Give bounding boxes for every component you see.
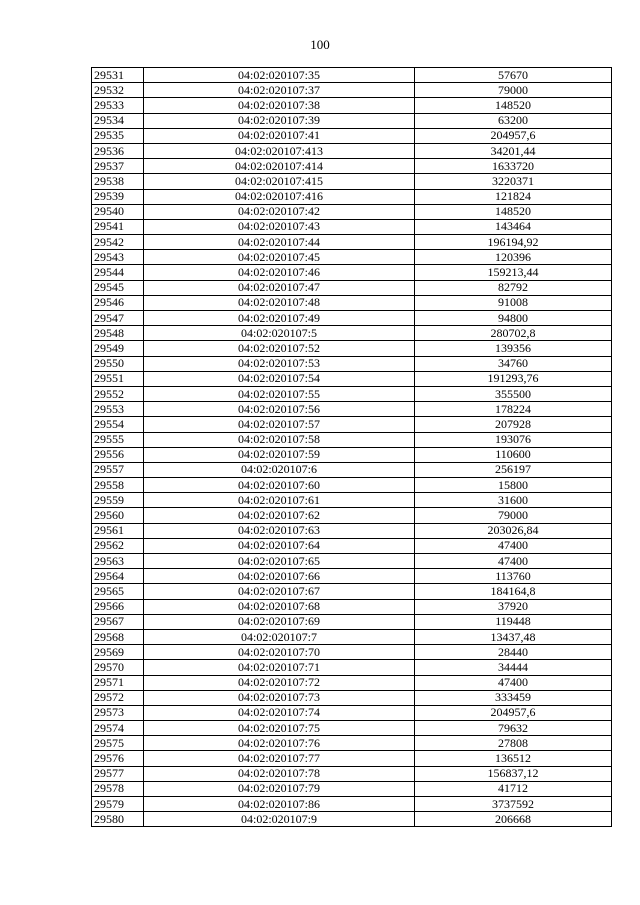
table-row xyxy=(92,219,612,234)
value-cell: 57670 xyxy=(415,68,612,83)
cadastral-number-cell: 04:02:020107:65 xyxy=(144,554,415,569)
row-number-cell: 29540 xyxy=(92,204,144,219)
table-row xyxy=(92,356,612,371)
value-cell: 41712 xyxy=(415,781,612,796)
row-number-cell: 29550 xyxy=(92,356,144,371)
value-cell: 256197 xyxy=(415,462,612,477)
table-row xyxy=(92,386,612,401)
cadastral-number-cell: 04:02:020107:9 xyxy=(144,812,415,827)
cadastral-number-cell: 04:02:020107:42 xyxy=(144,204,415,219)
cadastral-number-cell: 04:02:020107:416 xyxy=(144,189,415,204)
value-cell: 156837,12 xyxy=(415,766,612,781)
value-cell: 79000 xyxy=(415,508,612,523)
cadastral-number-cell: 04:02:020107:57 xyxy=(144,417,415,432)
table-row xyxy=(92,781,612,796)
value-cell: 47400 xyxy=(415,538,612,553)
value-cell: 27808 xyxy=(415,736,612,751)
value-cell: 333459 xyxy=(415,690,612,705)
row-number-cell: 29560 xyxy=(92,508,144,523)
table-row xyxy=(92,402,612,417)
cadastral-number-cell: 04:02:020107:415 xyxy=(144,174,415,189)
cadastral-number-cell: 04:02:020107:53 xyxy=(144,356,415,371)
value-cell: 3737592 xyxy=(415,797,612,812)
row-number-cell: 29545 xyxy=(92,280,144,295)
table-row xyxy=(92,462,612,477)
cadastral-number-cell: 04:02:020107:69 xyxy=(144,614,415,629)
value-cell: 1633720 xyxy=(415,159,612,174)
row-number-cell: 29543 xyxy=(92,250,144,265)
row-number-cell: 29564 xyxy=(92,569,144,584)
value-cell: 136512 xyxy=(415,751,612,766)
value-cell: 79000 xyxy=(415,83,612,98)
table-row xyxy=(92,113,612,128)
value-cell: 355500 xyxy=(415,386,612,401)
row-number-cell: 29571 xyxy=(92,675,144,690)
value-cell: 119448 xyxy=(415,614,612,629)
cadastral-number-cell: 04:02:020107:56 xyxy=(144,402,415,417)
table-row xyxy=(92,569,612,584)
cadastral-number-cell: 04:02:020107:59 xyxy=(144,447,415,462)
value-cell: 28440 xyxy=(415,645,612,660)
row-number-cell: 29575 xyxy=(92,736,144,751)
table-row xyxy=(92,280,612,295)
table-row xyxy=(92,599,612,614)
row-number-cell: 29573 xyxy=(92,705,144,720)
cadastral-number-cell: 04:02:020107:41 xyxy=(144,128,415,143)
value-cell: 37920 xyxy=(415,599,612,614)
value-cell: 34760 xyxy=(415,356,612,371)
row-number-cell: 29535 xyxy=(92,128,144,143)
cadastral-number-cell: 04:02:020107:35 xyxy=(144,68,415,83)
row-number-cell: 29539 xyxy=(92,189,144,204)
cadastral-number-cell: 04:02:020107:44 xyxy=(144,235,415,250)
cadastral-number-cell: 04:02:020107:79 xyxy=(144,781,415,796)
row-number-cell: 29555 xyxy=(92,432,144,447)
row-number-cell: 29566 xyxy=(92,599,144,614)
cadastral-number-cell: 04:02:020107:62 xyxy=(144,508,415,523)
cadastral-number-cell: 04:02:020107:86 xyxy=(144,797,415,812)
table-row xyxy=(92,690,612,705)
table-row xyxy=(92,538,612,553)
cadastral-number-cell: 04:02:020107:78 xyxy=(144,766,415,781)
cadastral-number-cell: 04:02:020107:46 xyxy=(144,265,415,280)
cadastral-number-cell: 04:02:020107:73 xyxy=(144,690,415,705)
row-number-cell: 29565 xyxy=(92,584,144,599)
value-cell: 196194,92 xyxy=(415,235,612,250)
page-number: 100 xyxy=(310,37,330,52)
row-number-cell: 29572 xyxy=(92,690,144,705)
value-cell: 139356 xyxy=(415,341,612,356)
table-row xyxy=(92,295,612,310)
table-row xyxy=(92,371,612,386)
value-cell: 94800 xyxy=(415,311,612,326)
table-row xyxy=(92,645,612,660)
table-row xyxy=(92,584,612,599)
value-cell: 280702,8 xyxy=(415,326,612,341)
cadastral-number-cell: 04:02:020107:414 xyxy=(144,159,415,174)
value-cell: 143464 xyxy=(415,219,612,234)
table-row xyxy=(92,143,612,158)
row-number-cell: 29580 xyxy=(92,812,144,827)
row-number-cell: 29531 xyxy=(92,68,144,83)
cadastral-number-cell: 04:02:020107:54 xyxy=(144,371,415,386)
cadastral-value-table xyxy=(91,67,612,827)
value-cell: 31600 xyxy=(415,493,612,508)
row-number-cell: 29542 xyxy=(92,235,144,250)
cadastral-number-cell: 04:02:020107:63 xyxy=(144,523,415,538)
row-number-cell: 29541 xyxy=(92,219,144,234)
cadastral-number-cell: 04:02:020107:6 xyxy=(144,462,415,477)
table-row xyxy=(92,174,612,189)
row-number-cell: 29557 xyxy=(92,462,144,477)
table-row xyxy=(92,447,612,462)
row-number-cell: 29570 xyxy=(92,660,144,675)
cadastral-number-cell: 04:02:020107:52 xyxy=(144,341,415,356)
table-row xyxy=(92,98,612,113)
value-cell: 193076 xyxy=(415,432,612,447)
cadastral-number-cell: 04:02:020107:60 xyxy=(144,478,415,493)
cadastral-number-cell: 04:02:020107:67 xyxy=(144,584,415,599)
table-row xyxy=(92,432,612,447)
table-row xyxy=(92,614,612,629)
table-row xyxy=(92,660,612,675)
cadastral-number-cell: 04:02:020107:77 xyxy=(144,751,415,766)
table-row xyxy=(92,326,612,341)
table-row xyxy=(92,751,612,766)
table-row xyxy=(92,812,612,827)
value-cell: 82792 xyxy=(415,280,612,295)
row-number-cell: 29561 xyxy=(92,523,144,538)
table-row xyxy=(92,159,612,174)
cadastral-number-cell: 04:02:020107:64 xyxy=(144,538,415,553)
cadastral-number-cell: 04:02:020107:49 xyxy=(144,311,415,326)
row-number-cell: 29574 xyxy=(92,721,144,736)
row-number-cell: 29563 xyxy=(92,554,144,569)
cadastral-number-cell: 04:02:020107:7 xyxy=(144,629,415,644)
row-number-cell: 29544 xyxy=(92,265,144,280)
table-row xyxy=(92,554,612,569)
row-number-cell: 29534 xyxy=(92,113,144,128)
row-number-cell: 29569 xyxy=(92,645,144,660)
table-row xyxy=(92,265,612,280)
row-number-cell: 29552 xyxy=(92,386,144,401)
row-number-cell: 29562 xyxy=(92,538,144,553)
cadastral-number-cell: 04:02:020107:43 xyxy=(144,219,415,234)
table-row xyxy=(92,478,612,493)
row-number-cell: 29558 xyxy=(92,478,144,493)
table-row xyxy=(92,68,612,83)
row-number-cell: 29579 xyxy=(92,797,144,812)
table-row xyxy=(92,523,612,538)
cadastral-number-cell: 04:02:020107:58 xyxy=(144,432,415,447)
value-cell: 3220371 xyxy=(415,174,612,189)
row-number-cell: 29577 xyxy=(92,766,144,781)
table-row xyxy=(92,235,612,250)
table-row xyxy=(92,736,612,751)
cadastral-number-cell: 04:02:020107:70 xyxy=(144,645,415,660)
value-cell: 113760 xyxy=(415,569,612,584)
value-cell: 34444 xyxy=(415,660,612,675)
table-row xyxy=(92,128,612,143)
cadastral-number-cell: 04:02:020107:37 xyxy=(144,83,415,98)
value-cell: 191293,76 xyxy=(415,371,612,386)
value-cell: 204957,6 xyxy=(415,128,612,143)
table-row xyxy=(92,83,612,98)
table-body xyxy=(92,68,612,827)
table-row xyxy=(92,508,612,523)
cadastral-number-cell: 04:02:020107:47 xyxy=(144,280,415,295)
table-row xyxy=(92,204,612,219)
cadastral-number-cell: 04:02:020107:61 xyxy=(144,493,415,508)
value-cell: 120396 xyxy=(415,250,612,265)
value-cell: 203026,84 xyxy=(415,523,612,538)
value-cell: 13437,48 xyxy=(415,629,612,644)
value-cell: 159213,44 xyxy=(415,265,612,280)
value-cell: 148520 xyxy=(415,98,612,113)
table-row xyxy=(92,629,612,644)
value-cell: 47400 xyxy=(415,675,612,690)
value-cell: 63200 xyxy=(415,113,612,128)
cadastral-number-cell: 04:02:020107:68 xyxy=(144,599,415,614)
table-row xyxy=(92,721,612,736)
value-cell: 110600 xyxy=(415,447,612,462)
cadastral-number-cell: 04:02:020107:48 xyxy=(144,295,415,310)
row-number-cell: 29568 xyxy=(92,629,144,644)
table-row xyxy=(92,493,612,508)
cadastral-number-cell: 04:02:020107:413 xyxy=(144,143,415,158)
row-number-cell: 29559 xyxy=(92,493,144,508)
table-row xyxy=(92,766,612,781)
cadastral-number-cell: 04:02:020107:39 xyxy=(144,113,415,128)
value-cell: 206668 xyxy=(415,812,612,827)
row-number-cell: 29547 xyxy=(92,311,144,326)
row-number-cell: 29551 xyxy=(92,371,144,386)
row-number-cell: 29532 xyxy=(92,83,144,98)
table-row xyxy=(92,675,612,690)
row-number-cell: 29578 xyxy=(92,781,144,796)
table-row xyxy=(92,189,612,204)
value-cell: 204957,6 xyxy=(415,705,612,720)
value-cell: 47400 xyxy=(415,554,612,569)
row-number-cell: 29536 xyxy=(92,143,144,158)
table-row xyxy=(92,705,612,720)
row-number-cell: 29556 xyxy=(92,447,144,462)
row-number-cell: 29548 xyxy=(92,326,144,341)
row-number-cell: 29549 xyxy=(92,341,144,356)
cadastral-number-cell: 04:02:020107:45 xyxy=(144,250,415,265)
table-row xyxy=(92,250,612,265)
value-cell: 184164,8 xyxy=(415,584,612,599)
row-number-cell: 29554 xyxy=(92,417,144,432)
row-number-cell: 29538 xyxy=(92,174,144,189)
value-cell: 91008 xyxy=(415,295,612,310)
cadastral-number-cell: 04:02:020107:55 xyxy=(144,386,415,401)
cadastral-number-cell: 04:02:020107:71 xyxy=(144,660,415,675)
cadastral-number-cell: 04:02:020107:5 xyxy=(144,326,415,341)
value-cell: 34201,44 xyxy=(415,143,612,158)
value-cell: 207928 xyxy=(415,417,612,432)
value-cell: 15800 xyxy=(415,478,612,493)
row-number-cell: 29546 xyxy=(92,295,144,310)
row-number-cell: 29533 xyxy=(92,98,144,113)
value-cell: 121824 xyxy=(415,189,612,204)
table-row xyxy=(92,797,612,812)
value-cell: 148520 xyxy=(415,204,612,219)
cadastral-number-cell: 04:02:020107:74 xyxy=(144,705,415,720)
table-row xyxy=(92,311,612,326)
table-row xyxy=(92,341,612,356)
cadastral-number-cell: 04:02:020107:66 xyxy=(144,569,415,584)
cadastral-number-cell: 04:02:020107:38 xyxy=(144,98,415,113)
value-cell: 79632 xyxy=(415,721,612,736)
row-number-cell: 29553 xyxy=(92,402,144,417)
row-number-cell: 29576 xyxy=(92,751,144,766)
cadastral-number-cell: 04:02:020107:75 xyxy=(144,721,415,736)
cadastral-number-cell: 04:02:020107:76 xyxy=(144,736,415,751)
row-number-cell: 29567 xyxy=(92,614,144,629)
value-cell: 178224 xyxy=(415,402,612,417)
row-number-cell: 29537 xyxy=(92,159,144,174)
table-row xyxy=(92,417,612,432)
cadastral-number-cell: 04:02:020107:72 xyxy=(144,675,415,690)
